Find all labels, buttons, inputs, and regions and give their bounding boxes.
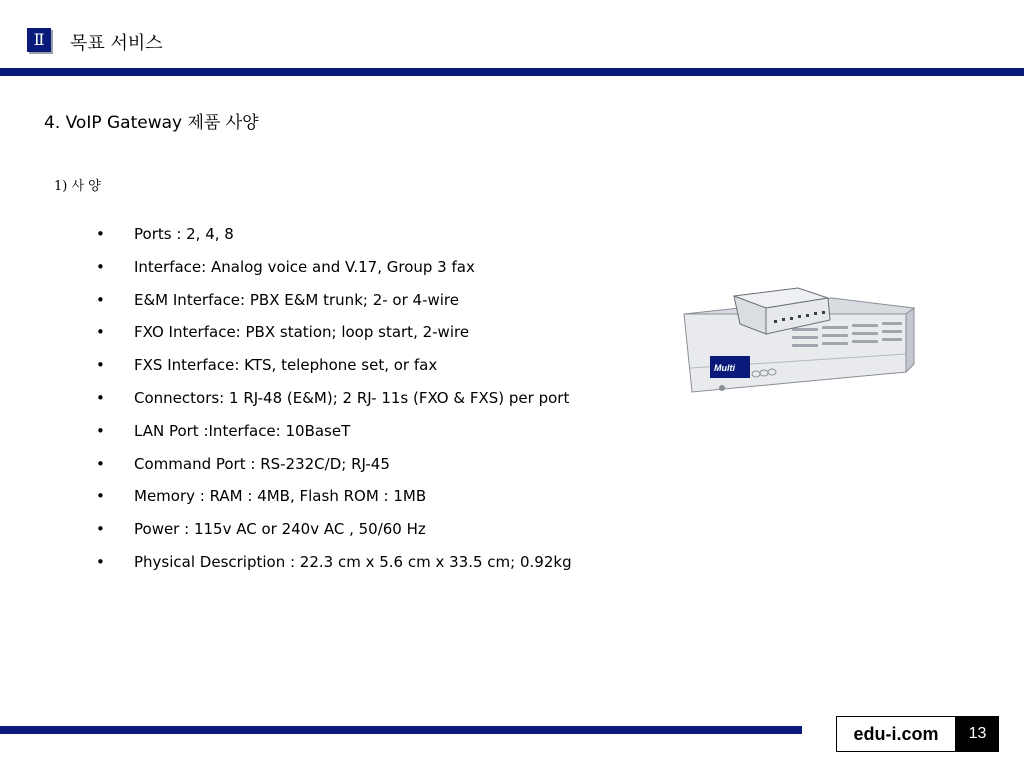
spec-item-text: Physical Description : 22.3 cm x 5.6 cm x 33.5 cm; 0.92kg xyxy=(134,552,572,571)
section-badge xyxy=(27,28,53,54)
spec-item-text: FXO Interface: PBX station; loop start, 2-wire xyxy=(134,323,470,342)
voip-gateway-product-image xyxy=(682,284,928,396)
spec-item-text: LAN Port :Interface: 10BaseT xyxy=(134,421,351,440)
spec-item-text: Interface: Analog voice and V.17, Group 3 fax xyxy=(134,257,475,276)
spec-item-text: Power : 115v AC or 240v AC , 50/60 Hz xyxy=(134,520,426,539)
footer-brand: edu-i.com xyxy=(836,716,956,752)
bullet-icon: • xyxy=(96,388,105,407)
bullet-icon: • xyxy=(96,225,105,243)
header-divider xyxy=(0,68,1024,76)
bullet-icon: • xyxy=(96,323,105,342)
bullet-icon: • xyxy=(96,520,105,539)
header-title: 목표 서비스 xyxy=(70,33,163,54)
bullet-icon: • xyxy=(96,552,105,571)
spec-item-text: Command Port : RS-232C/D; RJ-45 xyxy=(134,454,390,473)
section-badge-numeral: Ⅱ xyxy=(27,28,51,52)
spec-subheading xyxy=(54,178,101,196)
page-number: 13 xyxy=(956,716,999,752)
spec-item-text: FXS Interface: KTS, telephone set, or fax xyxy=(134,356,438,375)
product-logo-text: Multi xyxy=(714,363,735,373)
slide-heading: 4. VoIP Gateway 제품 사양 xyxy=(44,113,259,133)
spec-item-text: Connectors: 1 RJ-48 (E&M); 2 RJ- 11s (FXO & FXS) per port xyxy=(134,388,570,407)
bullet-icon: • xyxy=(96,487,105,506)
spec-item-text: E&M Interface: PBX E&M trunk; 2- or 4-wire xyxy=(134,290,459,309)
spec-item-text: Ports : 2, 4, 8 xyxy=(134,225,234,243)
spec-item-text: Memory : RAM : 4MB, Flash ROM : 1MB xyxy=(134,487,427,506)
bullet-icon: • xyxy=(96,421,105,440)
bullet-icon: • xyxy=(96,454,105,473)
bullet-icon: • xyxy=(96,356,105,375)
spec-subheading-number: 1) xyxy=(54,179,68,194)
bullet-icon: • xyxy=(96,257,105,276)
footer-divider xyxy=(0,726,802,734)
spec-subheading-label: 사 양 xyxy=(71,179,101,194)
bullet-icon: • xyxy=(96,290,105,309)
